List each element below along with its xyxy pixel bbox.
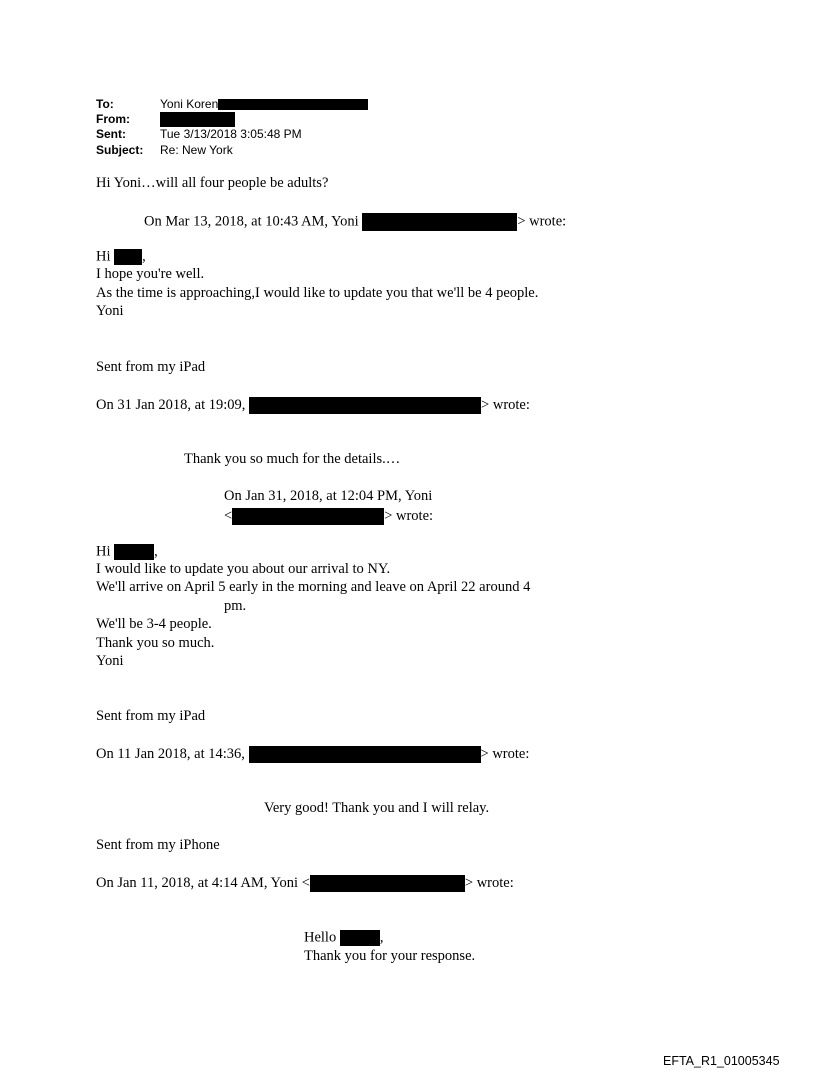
- to-name: Yoni Koren: [160, 97, 219, 111]
- thanks-details: Thank you so much for the details.…: [184, 451, 401, 467]
- sent-from-ipad: Sent from my iPad: [96, 359, 206, 375]
- message-line: Thank you so much.: [96, 635, 215, 651]
- redaction-block: [114, 249, 142, 265]
- message-line: pm.: [224, 598, 247, 614]
- message-line: We'll arrive on April 5 early in the morning and leave on April 22 around 4: [96, 579, 531, 595]
- redaction-block: [362, 213, 517, 231]
- redaction-block: [249, 397, 481, 414]
- redaction-block: [340, 930, 380, 946]
- quote-intro-5: On Jan 11, 2018, at 4:14 AM, Yoni < > wrote:: [96, 874, 514, 891]
- sent-value: Tue 3/13/2018 3:05:48 PM: [160, 127, 302, 141]
- to-label: To:: [96, 97, 114, 111]
- quote-intro-4: On 11 Jan 2018, at 14:36, > wrote:: [96, 745, 530, 762]
- sent-from-iphone: Sent from my iPhone: [96, 837, 220, 853]
- quote-intro-2: On 31 Jan 2018, at 19:09, > wrote:: [96, 396, 530, 413]
- subject-label: Subject:: [96, 143, 144, 157]
- greeting-1: Hi ,: [96, 248, 146, 265]
- reply-text: Hi Yoni…will all four people be adults?: [96, 175, 329, 191]
- very-good-text: Very good! Thank you and I will relay.: [264, 800, 490, 816]
- to-value: [160, 98, 368, 110]
- message-line: We'll be 3-4 people.: [96, 616, 212, 632]
- sent-label: Sent:: [96, 127, 126, 141]
- message-line: I hope you're well.: [96, 266, 205, 282]
- from-value: [160, 111, 235, 127]
- redaction-block: [160, 112, 235, 127]
- redaction-block: [249, 746, 481, 763]
- message-line: Thank you for your response.: [304, 948, 476, 964]
- redaction-block: [218, 99, 368, 110]
- subject-value: Re: New York: [160, 143, 233, 157]
- redaction-block: [114, 544, 154, 560]
- greeting-3: Hello ,: [304, 929, 384, 946]
- signature: Yoni: [96, 653, 124, 669]
- quote-intro-1: On Mar 13, 2018, at 10:43 AM, Yoni > wrote:: [144, 213, 567, 230]
- message-line: I would like to update you about our arrival to NY.: [96, 561, 391, 577]
- document-id: EFTA_R1_01005345: [663, 1054, 780, 1068]
- quote-intro-3: On Jan 31, 2018, at 12:04 PM, Yoni: [224, 488, 433, 504]
- signature: Yoni: [96, 303, 124, 319]
- message-line: As the time is approaching,I would like to update you that we'll be 4 people.: [96, 285, 539, 301]
- quote-intro-3-address: < > wrote:: [224, 507, 434, 524]
- redaction-block: [232, 508, 384, 525]
- greeting-2: Hi ,: [96, 543, 158, 560]
- sent-from-ipad: Sent from my iPad: [96, 708, 206, 724]
- redaction-block: [310, 875, 465, 892]
- from-label: From:: [96, 112, 130, 126]
